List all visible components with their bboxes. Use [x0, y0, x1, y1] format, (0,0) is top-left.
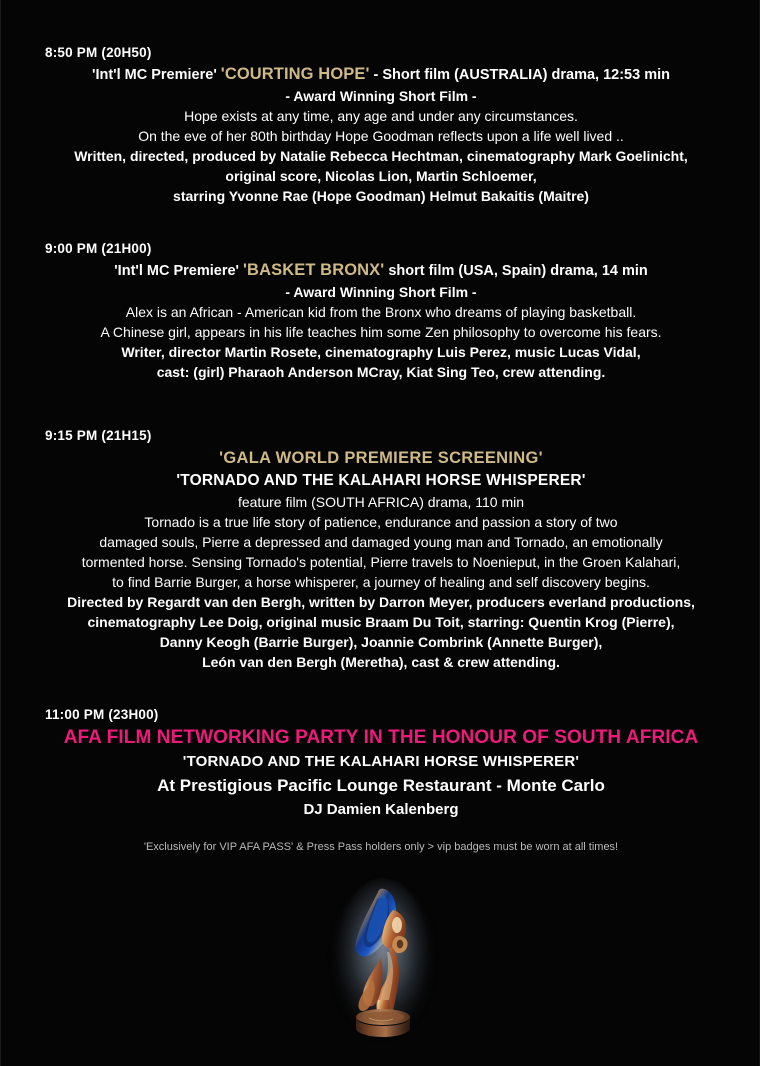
party-title: AFA FILM NETWORKING PARTY IN THE HONOUR OF SOUTH AFRICA: [63, 727, 699, 748]
pass-disclaimer: 'Exclusively for VIP AFA PASS' & Press Pass holders only > vip badges must be worn at all times!: [143, 841, 619, 853]
credits-line: cinematography Lee Doig, original music Braam Du Toit, starring: Quentin Krog (Pierre),: [87, 614, 675, 630]
gala-label: 'GALA WORLD PREMIERE SCREENING': [219, 449, 543, 467]
award-line: - Award Winning Short Film -: [285, 88, 477, 104]
synopsis-line: On the eve of her 80th birthday Hope Goodman reflects upon a life well lived ..: [138, 128, 624, 144]
entry-time-label: 11:00 PM (23H00): [45, 707, 159, 722]
afa-trophy-logo: [319, 876, 447, 1044]
credits-line: Directed by Regardt van den Bergh, written by Darron Meyer, producers everland productions,: [67, 594, 695, 610]
programme-entry-gala-tornado: [1, 427, 760, 672]
trophy-statuette-icon: [319, 876, 447, 1044]
synopsis-line: to find Barrie Burger, a horse whisperer, a journey of healing and self discovery begins.: [112, 574, 650, 590]
entry-headline: [27, 260, 735, 282]
synopsis-line: Alex is an African - American kid from the Bronx who dreams of playing basketball.: [125, 304, 637, 320]
film-meta: short film (USA, Spain) drama, 14 min: [384, 263, 648, 279]
credits-line: Written, directed, produced by Natalie Rebecca Hechtman, cinematography Mark Goelinicht,: [74, 148, 688, 164]
credits-line: León van den Bergh (Meretha), cast & crew attending.: [202, 654, 560, 670]
programme-entry-networking-party: [1, 706, 760, 855]
credits-line: Danny Keogh (Barrie Burger), Joannie Combrink (Annette Burger),: [159, 634, 603, 650]
synopsis-line: A Chinese girl, appears in his life teaches him some Zen philosophy to overcome his fears.: [100, 324, 662, 340]
synopsis-line: Hope exists at any time, any age and under any circumstances.: [184, 108, 578, 124]
entry-time-label: 9:15 PM (21H15): [45, 428, 152, 443]
entry-time-label: 8:50 PM (20H50): [45, 45, 152, 60]
credits-line: Writer, director Martin Rosete, cinematography Luis Perez, music Lucas Vidal,: [121, 344, 641, 360]
film-title: 'COURTING HOPE': [220, 65, 370, 83]
credits-line: cast: (girl) Pharaoh Anderson MCray, Kiat Sing Teo, crew attending.: [156, 364, 606, 380]
synopsis-line: tormented horse. Sensing Tornado's potential, Pierre travels to Noenieput, in the Groen Kalahari,: [81, 554, 681, 570]
premiere-label: 'Int'l MC Premiere': [114, 263, 239, 279]
entry-headline: [27, 64, 735, 86]
award-line: - Award Winning Short Film -: [285, 284, 477, 300]
film-title: 'BASKET BRONX': [243, 261, 385, 279]
film-meta: - Short film (AUSTRALIA) drama, 12:53 min: [369, 67, 670, 83]
credits-line: original score, Nicolas Lion, Martin Schloemer,: [225, 168, 537, 184]
synopsis-line: damaged souls, Pierre a depressed and damaged young man and Tornado, an emotionally: [99, 534, 663, 550]
credits-line: starring Yvonne Rae (Hope Goodman) Helmut Bakaitis (Maitre): [173, 188, 589, 204]
feature-meta: feature film (SOUTH AFRICA) drama, 110 min: [237, 494, 525, 510]
programme-entry-courting-hope: [1, 44, 760, 206]
entry-time-label: 9:00 PM (21H00): [45, 241, 152, 256]
synopsis-line: Tornado is a true life story of patience, endurance and passion a story of two: [144, 514, 618, 530]
party-dj: DJ Damien Kalenberg: [303, 801, 459, 818]
programme-entry-basket-bronx: [1, 240, 760, 382]
party-film-title: 'TORNADO AND THE KALAHARI HORSE WHISPERER': [182, 753, 580, 770]
feature-title: 'TORNADO AND THE KALAHARI HORSE WHISPERER': [176, 472, 586, 489]
premiere-label: 'Int'l MC Premiere': [92, 67, 217, 83]
party-venue: At Prestigious Pacific Lounge Restaurant - Monte Carlo: [157, 776, 605, 795]
